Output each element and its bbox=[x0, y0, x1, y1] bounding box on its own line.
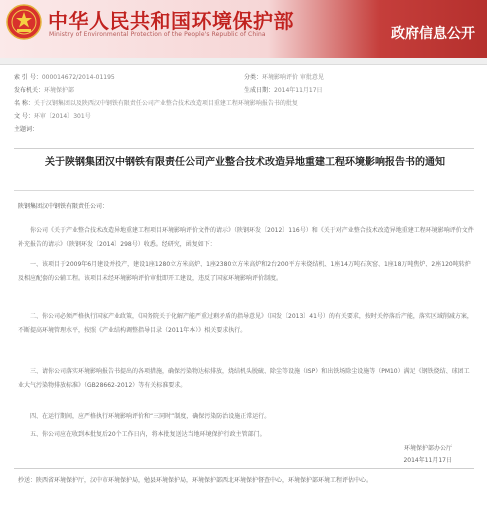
paragraph: 你公司《关于产业整合技术改造异地重建工程项目环境影响评价文件的请示》（陕钢环发〔2012〕116号）和《关于对产业整合技术改造异地重建工程环境影响评价文件补充报告的请示》（陕钢环发〔2014〕298号）收悉。经研究，函复如下： bbox=[18, 227, 474, 248]
footer-divider bbox=[14, 468, 474, 469]
paragraph: 二、你公司必须严格执行国家产业政策，《国务院关于化解产能严重过剩矛盾的指导意见》（国发〔2013〕41号）的有关要求，按时关停落后产能，落实区域削减方案，不断提高环境管理水平，按照《产业结构调整指导目录（2011年本）》相关要求执行。 bbox=[18, 313, 473, 334]
section-title[interactable]: 政府信息公开 bbox=[391, 26, 475, 42]
paragraph: 四、在运行期间，应严格执行环境影响评价和“三同时”制度，确保污染防治设施正常运行。 bbox=[30, 413, 271, 420]
meta-date: 生成日期：2014年11月17日 bbox=[244, 87, 323, 94]
paragraph: 五、你公司应在收到本批复后20个工作日内，将本批复送达当地环境保护行政主管部门。 bbox=[30, 431, 266, 438]
document-meta bbox=[14, 72, 474, 140]
addressee: 陕钢集团汉中钢铁有限责任公司： bbox=[18, 203, 109, 210]
meta-index-no: 索 引 号：000014672/2014-01195 bbox=[14, 74, 115, 81]
header-divider bbox=[0, 58, 487, 65]
title-divider bbox=[14, 190, 474, 191]
ministry-name-en: Ministry of Environmental Protection of the People's Republic of China bbox=[49, 31, 266, 38]
national-emblem-icon bbox=[6, 4, 42, 40]
signature: 环境保护部办公厅 bbox=[403, 445, 452, 452]
notice-title: 关于陕钢集团汉中钢铁有限责任公司产业整合技术改造异地重建工程环境影响报告书的通知 bbox=[45, 157, 445, 168]
ministry-name: 中华人民共和国环境保护部 bbox=[48, 9, 294, 33]
sign-date: 2014年11月17日 bbox=[403, 457, 452, 464]
cc-list: 抄送：陕西省环境保护厅，汉中市环境保护局，勉县环境保护局，环境保护部西北环境保护督查中心，环境保护部环境工程评估中心。 bbox=[18, 477, 373, 484]
meta-category: 分类：环境影响评价 审批意见 bbox=[244, 74, 324, 81]
meta-divider bbox=[14, 148, 474, 149]
meta-issuer: 发布机关：环境保护部 bbox=[14, 87, 75, 94]
paragraph: 三、请你公司落实环境影响报告书提出的各项措施，确保污染物达标排放，烧结机头脱硫、除尘等设施（ISP）和出铁场除尘设施等（PM10）满足《钢铁烧结、球团工业大气污染物排放标准》（GB28662-2012）等有关标准要求。 bbox=[18, 368, 470, 389]
paragraph: 一、该项目于2009年6月建设并投产，建设1座1280立方米高炉、1座2380立方米高炉和2台200平方米烧结机、1座14万吨石灰窑、1座18万吨焦炉、2座120吨转炉及相应配套的公辅工程。该项目未经环境影响评价审批即开工建设，违反了国家环境影响评价制度。 bbox=[18, 261, 471, 282]
site-header bbox=[0, 0, 487, 58]
meta-title: 名 称：关于汉钢集团以及陕西汉中钢铁有限责任公司产业整合技术改造项目重建工程环境影响报告书的批复 bbox=[14, 100, 298, 107]
meta-doc-no: 文 号：环审〔2014〕301号 bbox=[14, 113, 91, 120]
meta-subject: 主题词： bbox=[14, 126, 39, 133]
